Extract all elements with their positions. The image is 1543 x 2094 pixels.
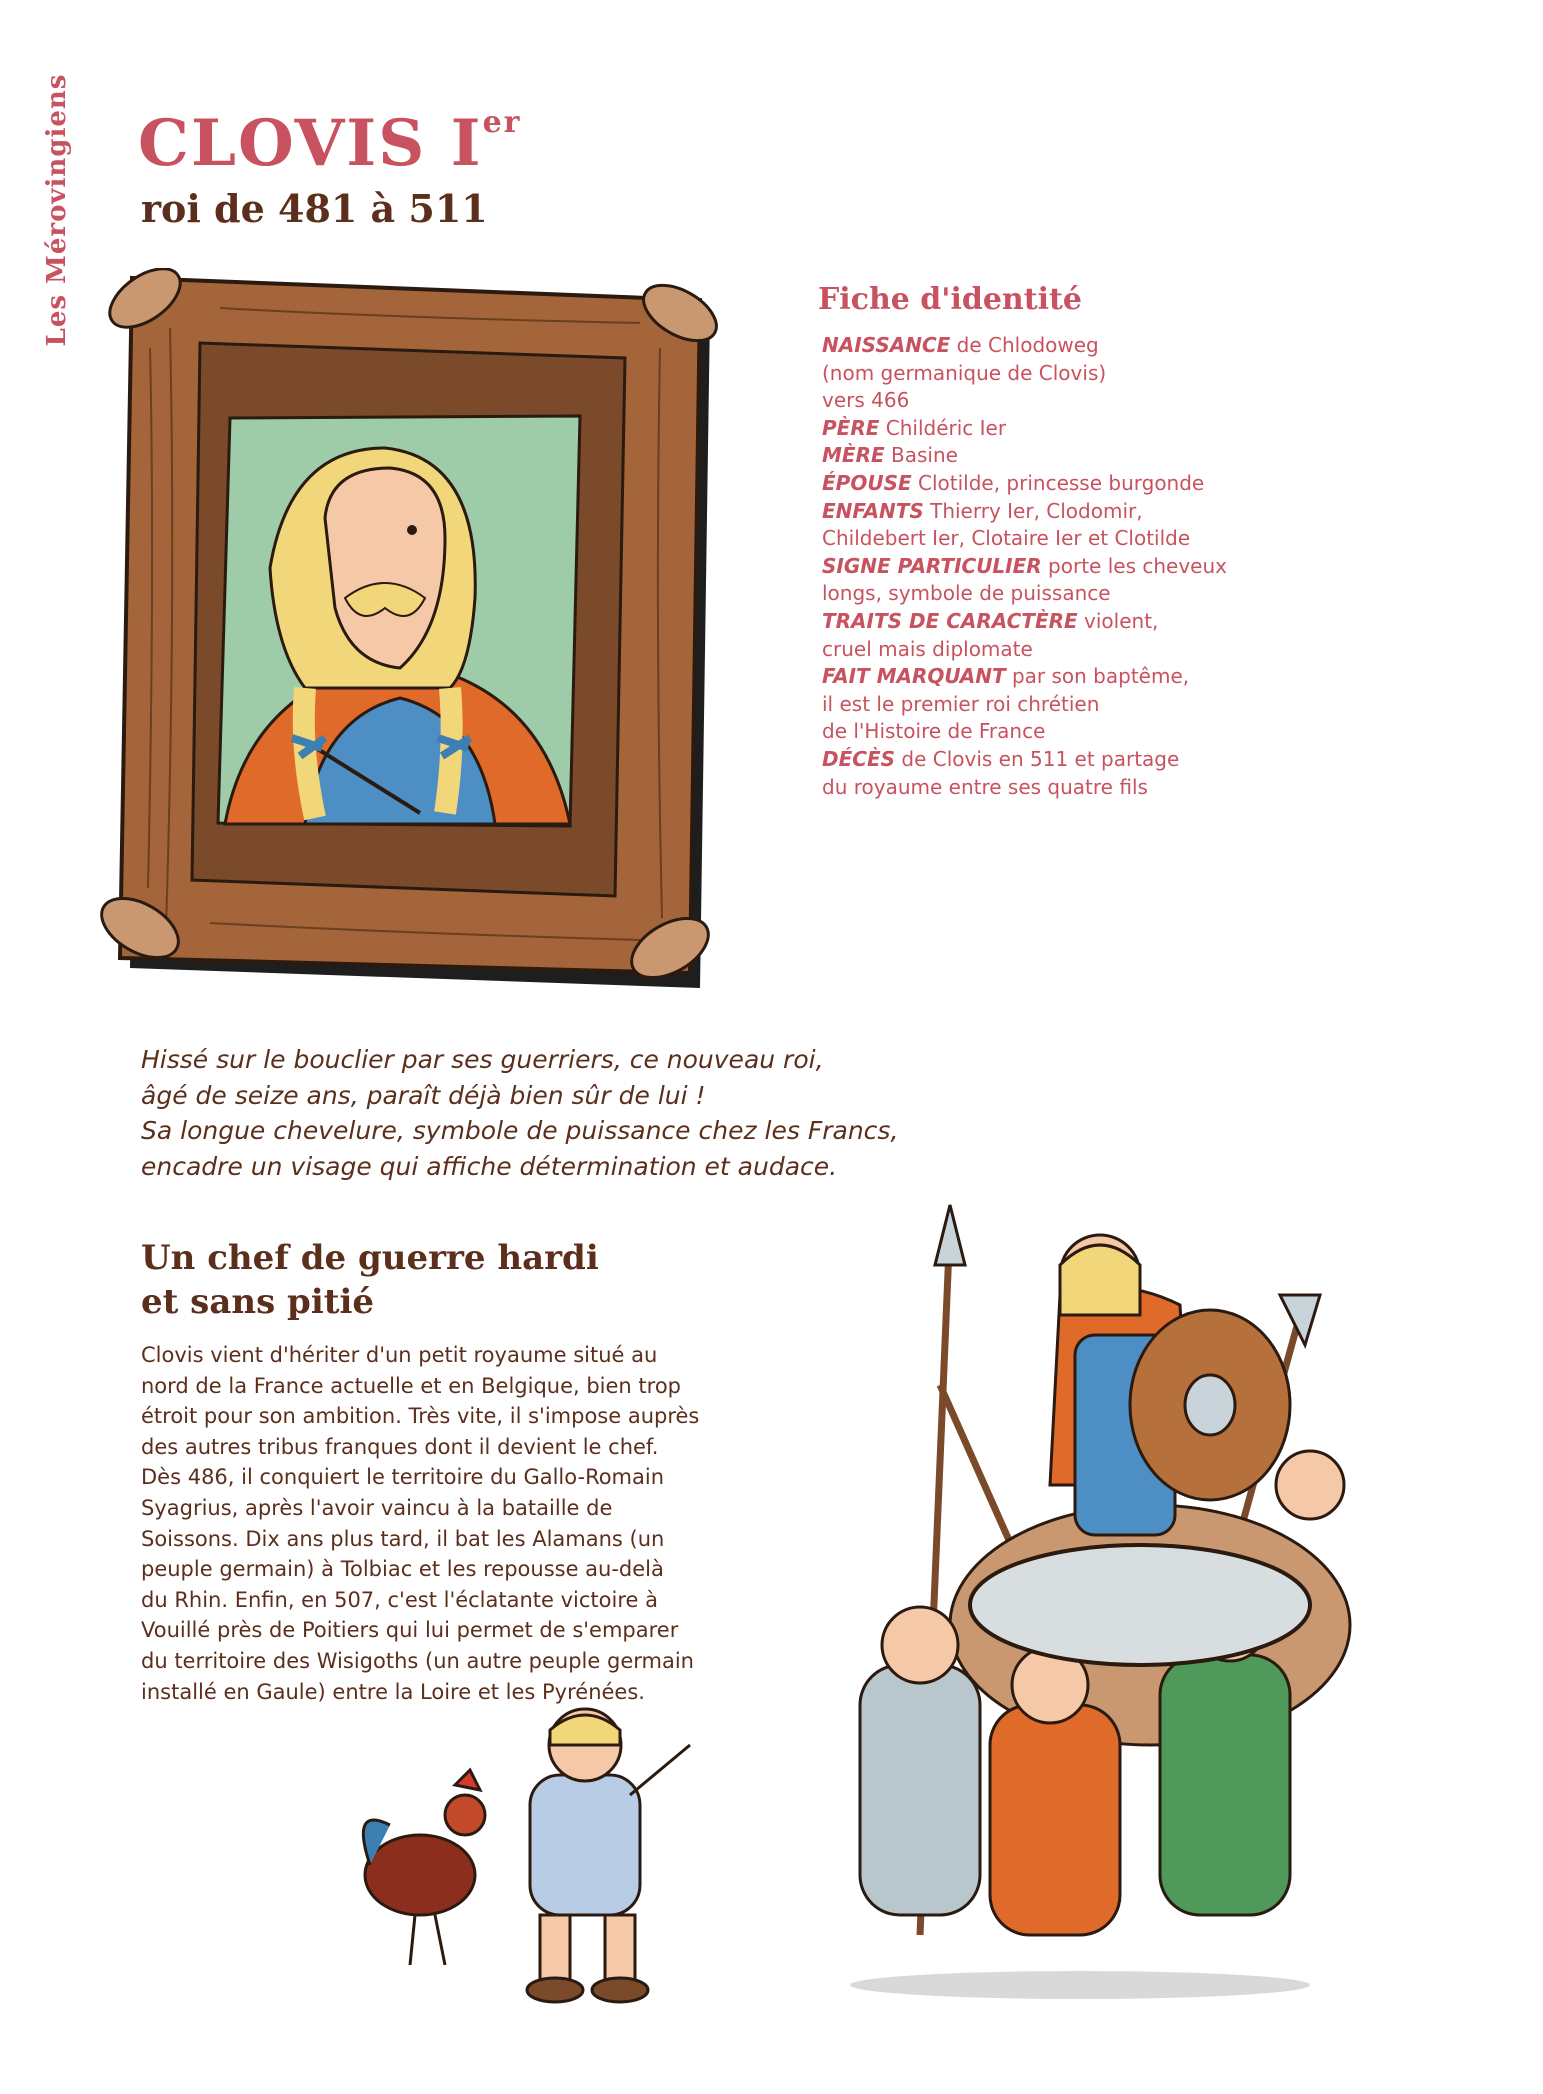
section-heading-line: et sans pitié [141, 1282, 374, 1322]
fiche-value: de Chlodoweg [950, 333, 1099, 357]
section-heading-line: Un chef de guerre hardi [141, 1238, 599, 1278]
fiche-line [822, 498, 1242, 526]
fiche-value: Childéric Ier [879, 415, 1007, 440]
fiche-line [822, 332, 1242, 360]
fiche-list [822, 332, 1242, 801]
fiche-key: MÈRE [822, 443, 885, 468]
body-line: du Rhin. Enfin, en 507, c'est l'éclatante victoire à [141, 1587, 658, 1612]
chapter-label-text: Les Mérovingiens [42, 73, 72, 347]
fiche-line [822, 691, 1242, 719]
fiche-value: Thierry Ier, Clodomir, [923, 498, 1143, 523]
fiche-value: par son baptême, [1005, 664, 1190, 689]
fiche-value: longs, symbole de puissance [822, 581, 1111, 606]
fiche-value: Childebert Ier, Clotaire Ier et Clotilde [822, 526, 1191, 551]
fiche-value: cruel mais diplomate [822, 636, 1033, 661]
fiche-line [822, 360, 1242, 388]
fiche-line [822, 553, 1242, 581]
body-line: Clovis vient d'hériter d'un petit royaume situé au [141, 1343, 658, 1367]
fiche-line [822, 718, 1242, 746]
fiche-value: Clotilde, princesse burgonde [911, 470, 1205, 495]
fiche-key: NAISSANCE [822, 333, 951, 357]
fiche-line [822, 746, 1242, 774]
fiche-heading: Fiche d'identité [818, 282, 1082, 317]
fiche-key: SIGNE PARTICULIER [822, 553, 1042, 578]
fiche-key: FAIT MARQUANT [822, 664, 1006, 689]
fiche-line [822, 387, 1242, 415]
body-line: étroit pour son ambition. Très vite, il s'impose auprès [141, 1404, 700, 1429]
fiche-line [822, 442, 1242, 470]
body-line: Vouillé près de Poitiers qui lui permet de s'emparer [141, 1618, 679, 1643]
fiche-value: il est le premier roi chrétien [822, 691, 1100, 716]
body-line: Dès 486, il conquiert le territoire du Gallo-Romain [141, 1465, 665, 1490]
fiche-key: PÈRE [822, 415, 880, 440]
fiche-line [822, 525, 1242, 553]
body-line: installé en Gaule) entre la Loire et les Pyrénées. [141, 1679, 645, 1704]
fiche-value: vers 466 [822, 388, 910, 413]
fiche-line [822, 636, 1242, 664]
caption-line: âgé de seize ans, paraît déjà bien sûr de lui ! [141, 1080, 706, 1110]
body-line: Soissons. Dix ans plus tard, il bat les Alamans (un [141, 1526, 665, 1551]
shield-raising-illustration [360, 1185, 1360, 2005]
body-line: du territoire des Wisigoths (un autre peuple germain [141, 1648, 694, 1673]
page-subtitle: roi de 481 à 511 [141, 186, 488, 231]
fiche-value: (nom germanique de Clovis) [822, 360, 1107, 385]
fiche-key: ENFANTS [822, 498, 924, 523]
fiche-line [822, 774, 1242, 802]
portrait-caption [141, 1042, 981, 1184]
chapter-sidebar-label [37, 73, 77, 347]
body-line: peuple germain) à Tolbiac et les repousse au-delà [141, 1557, 664, 1582]
caption-line: encadre un visage qui affiche détermination et audace. [141, 1151, 838, 1181]
page-title-text: CLOVIS I [138, 106, 483, 181]
fiche-line [822, 415, 1242, 443]
fiche-key: ÉPOUSE [822, 470, 912, 495]
body-line: nord de la France actuelle et en Belgique, bien trop [141, 1373, 682, 1398]
fiche-value: de Clovis en 511 et partage [895, 746, 1180, 771]
body-line: des autres tribus franques dont il devient le chef. [141, 1434, 659, 1459]
body-line: Syagrius, après l'avoir vaincu à la bataille de [141, 1495, 613, 1520]
fiche-line [822, 608, 1242, 636]
page-title-superscript: er [482, 105, 522, 140]
fiche-value: violent, [1077, 608, 1159, 633]
caption-line: Sa longue chevelure, symbole de puissance chez les Francs, [141, 1116, 899, 1145]
fiche-line [822, 663, 1242, 691]
fiche-value: Basine [884, 443, 958, 468]
fiche-key: TRAITS DE CARACTÈRE [822, 608, 1078, 633]
fiche-value: de l'Histoire de France [822, 719, 1046, 744]
fiche-key: DÉCÈS [822, 746, 896, 771]
page-title [138, 105, 522, 181]
fiche-line [822, 580, 1242, 608]
fiche-line [822, 470, 1242, 498]
caption-line: Hissé sur le bouclier par ses guerriers, ce nouveau roi, [141, 1045, 824, 1074]
fiche-value: du royaume entre ses quatre fils [822, 774, 1148, 799]
fiche-value: porte les cheveux [1041, 553, 1227, 578]
portrait-illustration [100, 268, 740, 998]
